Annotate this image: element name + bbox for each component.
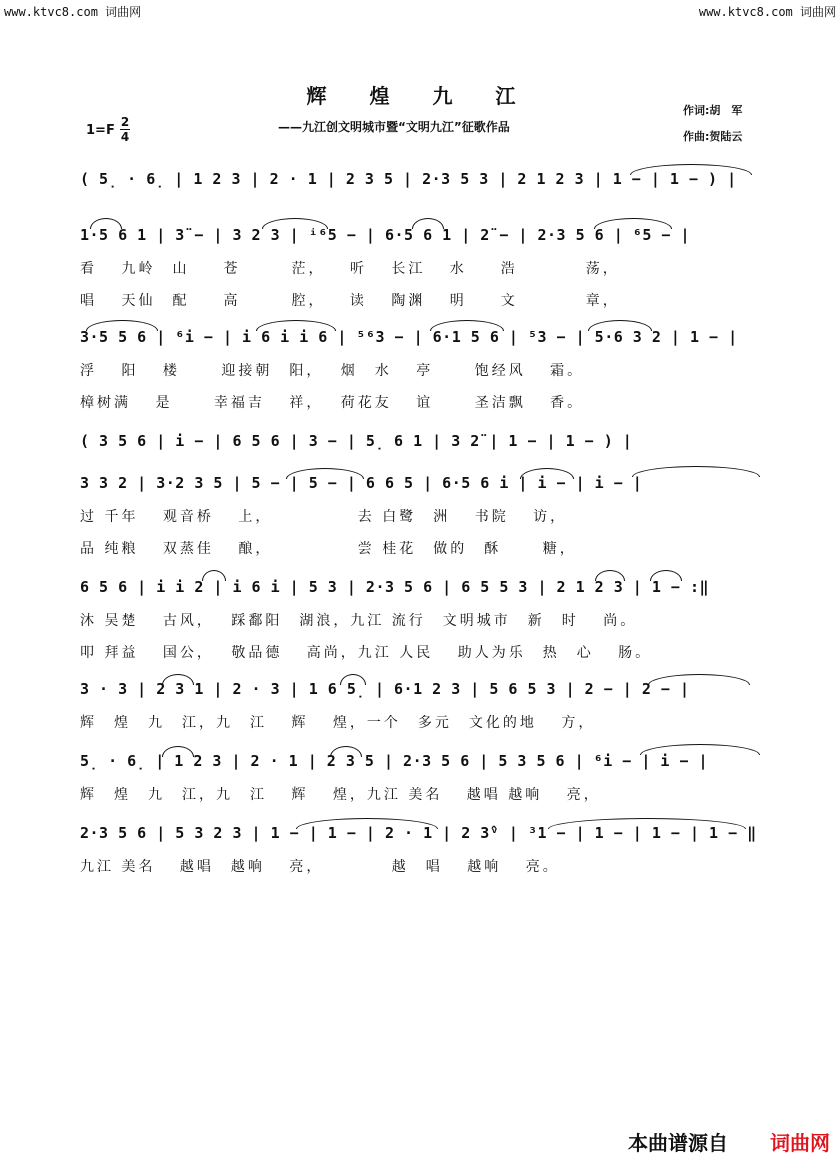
lyric-line-6-verse-2: 叩 拜益 国公， 敬品德 高尚，九江 人民 助人为乐 热 心 肠。: [80, 645, 653, 661]
lyricist-credit: 作词:胡 军: [683, 104, 743, 117]
slur-mark: [430, 320, 504, 331]
slur-mark: [340, 674, 366, 685]
slur-mark: [650, 570, 682, 581]
key-signature: 1=F: [86, 123, 115, 138]
slur-mark: [86, 320, 158, 331]
slur-mark: [520, 468, 574, 479]
slur-mark: [296, 818, 438, 829]
score-line-7: 3 · 3 | 2 3 1 | 2 · 3 | 1 6 5̣ | 6·1 2 3 | 5 6 5 3 | 2 − | 2 − |: [80, 680, 690, 698]
slur-mark: [594, 218, 672, 229]
lyric-line-5-verse-1: 过 千年 观音桥 上， 去 白鹭 洲 书院 访，: [80, 509, 568, 525]
lyric-line-7-verse-1: 辉 煌 九 江，九 江 辉 煌，一个 多元 文化的地 方，: [80, 715, 596, 731]
slur-mark: [412, 218, 444, 229]
footer-brand: 本曲谱源自: [628, 1131, 728, 1155]
lyric-line-6-verse-1: 沐 吴楚 古风， 踩鄱阳 湖浪，九江 流行 文明城市 新 时 尚。: [80, 613, 638, 629]
meter-bottom: 4: [120, 130, 130, 144]
score-line-3: 3·5 5 6 | ⁶i − | i 6 i i 6 | ⁵⁶3 − | 6·1 5 6 | ⁵3 − | 5·6 3 2 | 1 − |: [80, 328, 738, 346]
score-line-5: 3 3 2 | 3·2 3 5 | 5 − | 5 − | 6 6 5 | 6·5 6 i | i − | i − |: [80, 474, 643, 492]
lyric-line-3-verse-1: 浮 阳 楼 迎接朝 阳， 烟 水 亭 饱经风 霜。: [80, 363, 585, 379]
time-signature: [120, 116, 130, 143]
score-line-4: ( 3 5 6 | i − | 6 5 6 | 3 − | 5̣ 6 1 | 3 2̈ | 1 − | 1 − ) |: [80, 432, 633, 450]
slur-mark: [640, 744, 760, 755]
slur-mark: [595, 570, 625, 581]
slur-mark: [262, 218, 328, 229]
score-line-1: ( 5̣ · 6̣ | 1 2 3 | 2 · 1 | 2 3 5 | 2·3 5 3 | 2 1 2 3 | 1 − | 1 − ) |: [80, 170, 737, 188]
footer-site-logo: 词曲网: [770, 1131, 830, 1155]
slur-mark: [632, 466, 760, 477]
score-line-9: 2·3 5 6 | 5 3 2 3 | 1 − | 1 − | 2 · 1 | 2 3̂ᵛ | ³1 − | 1 − | 1 − | 1 − ‖: [80, 824, 757, 842]
score-line-2: 1·5 6 1 | 3̈ − | 3 2 3 | ⁱ⁶5 − | 6·5 6 1 | 2̈ − | 2·3 5 6 | ⁶5 − |: [80, 226, 690, 244]
slur-mark: [286, 468, 364, 479]
slur-mark: [548, 818, 746, 829]
slur-mark: [330, 746, 362, 757]
song-title: 辉 煌 九 江: [306, 84, 534, 108]
lyric-line-2-verse-2: 唱 天仙 配 高 腔， 读 陶渊 明 文 章，: [80, 293, 620, 309]
lyric-line-5-verse-2: 品 纯粮 双蒸佳 酿， 尝 桂花 做的 酥 糖，: [80, 541, 577, 557]
composer-credit: 作曲:贺陆云: [683, 130, 743, 143]
slur-mark: [648, 674, 750, 685]
slur-mark: [256, 320, 336, 331]
meter-top: 2: [120, 115, 130, 129]
lyric-line-8-verse-1: 辉 煌 九 江，九 江 辉 煌，九江 美名 越唱 越响 亮，: [80, 787, 601, 803]
slur-mark: [588, 320, 652, 331]
slur-mark: [162, 674, 194, 685]
score-line-8: 5̣ · 6̣ | 1 2 3 | 2 · 1 | 2 3 5 | 2·3 5 6 | 5 3 5 6 | ⁶i − | i − |: [80, 752, 709, 770]
slur-mark: [202, 570, 226, 581]
score-line-6: 6 5 6 | i i 2 | i 6 i | 5 3 | 2·3 5 6 | 6 5 5 3 | 2 1 2 3 | 1 − :‖: [80, 578, 710, 596]
slur-mark: [630, 164, 752, 175]
lyric-line-9-verse-1: 九江 美名 越唱 越响 亮， 越 唱 越响 亮。: [80, 859, 560, 875]
lyric-line-2-verse-1: 看 九岭 山 苍 茫， 听 长江 水 浩 荡，: [80, 261, 620, 277]
slur-mark: [162, 746, 194, 757]
watermark-left: www.ktvc8.com 词曲网: [4, 5, 142, 19]
watermark-right: www.ktvc8.com 词曲网: [698, 5, 836, 19]
lyric-line-3-verse-2: 樟树满 是 幸福吉 祥， 荷花友 谊 圣洁飘 香。: [80, 395, 585, 411]
song-subtitle: ——九江创文明城市暨“文明九江”征歌作品: [278, 120, 510, 134]
slur-mark: [90, 218, 122, 229]
